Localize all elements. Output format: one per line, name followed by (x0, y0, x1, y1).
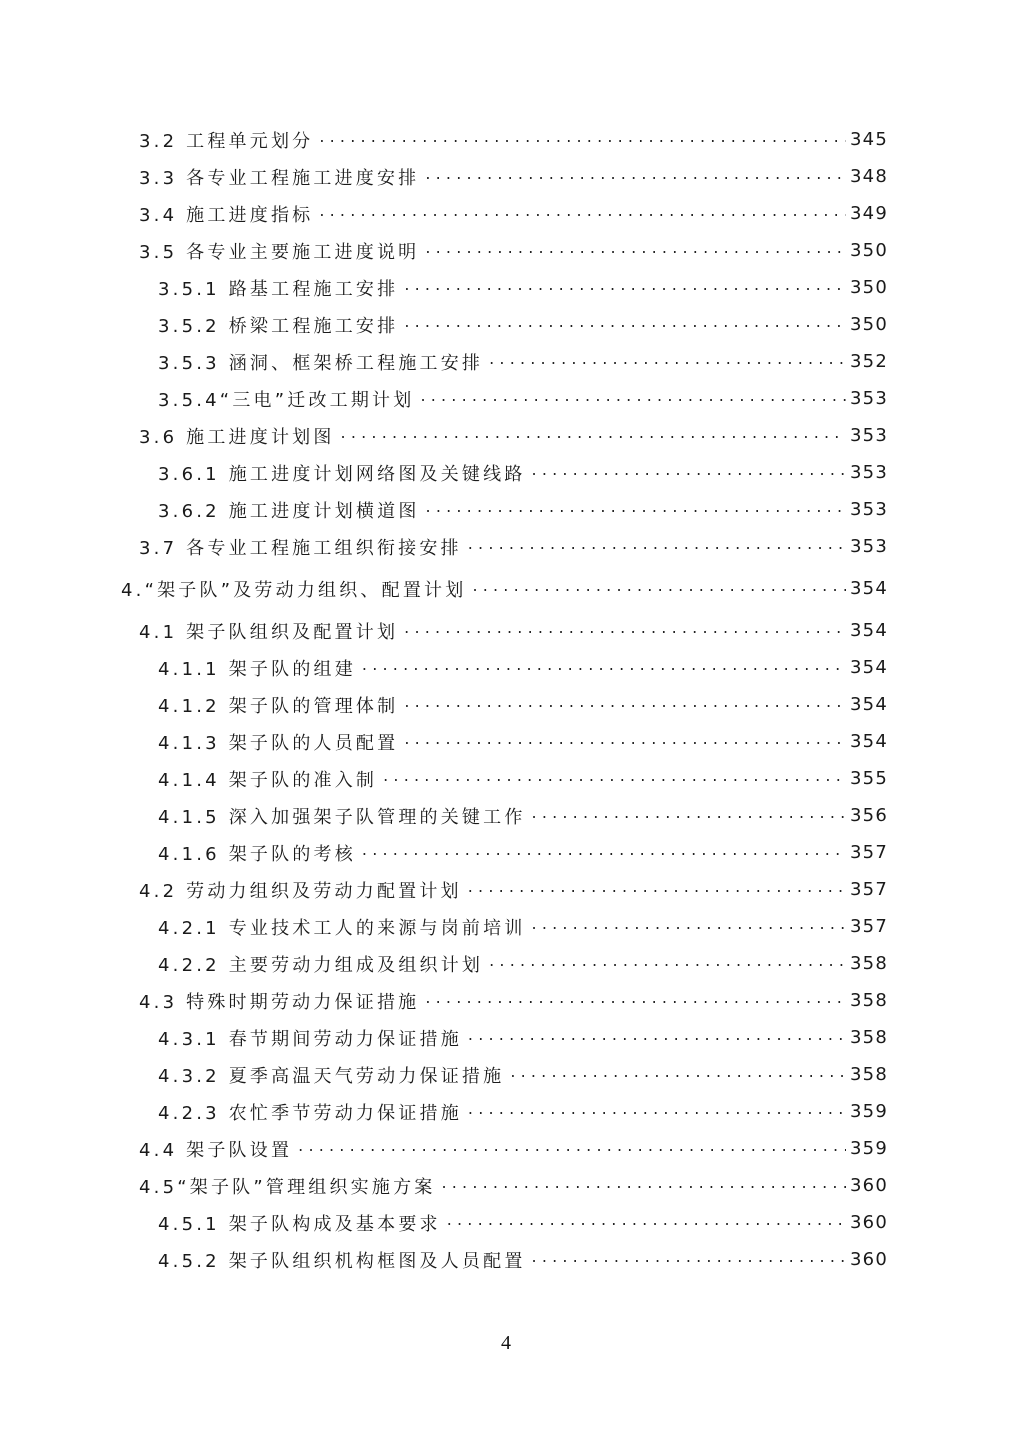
toc-entry-page: 353 (850, 499, 888, 520)
toc-entry-page: 360 (850, 1249, 888, 1270)
toc-dot-leader (489, 352, 846, 372)
toc-entry[interactable] (0, 908, 1012, 945)
toc-entry-page: 357 (850, 879, 888, 900)
toc-dot-leader (298, 1139, 846, 1159)
toc-entry[interactable] (0, 686, 1012, 723)
toc-entry-title: 4.3 特殊时期劳动力保证措施 (139, 991, 420, 1013)
toc-entry-page: 353 (850, 425, 888, 446)
toc-entry-title: 4.4 架子队设置 (139, 1139, 293, 1161)
toc-dot-leader (468, 537, 846, 557)
toc-entry[interactable] (0, 269, 1012, 306)
toc-dot-leader (420, 389, 846, 409)
toc-dot-leader (319, 204, 846, 224)
toc-entry-title: 4.1.5 深入加强架子队管理的关键工作 (158, 806, 526, 828)
toc-dot-leader (404, 695, 846, 715)
toc-entry-page: 354 (850, 620, 888, 641)
toc-entry-page: 350 (850, 314, 888, 335)
toc-entry[interactable] (0, 1019, 1012, 1056)
toc-dot-leader (404, 278, 846, 298)
toc-entry-title: 3.6.1 施工进度计划网络图及关键线路 (158, 463, 526, 485)
toc-entry[interactable] (0, 380, 1012, 417)
toc-entry-title: 3.5.3 涵洞、框架桥工程施工安排 (158, 352, 484, 374)
toc-dot-leader (404, 732, 846, 752)
toc-entry-title: 4.“架子队”及劳动力组织、配置计划 (121, 579, 467, 601)
toc-entry-title: 3.7 各专业工程施工组织衔接安排 (139, 537, 462, 559)
toc-dot-leader (319, 130, 846, 150)
toc-entry-title: 3.5.2 桥梁工程施工安排 (158, 315, 399, 337)
toc-entry-title: 4.2.2 主要劳动力组成及组织计划 (158, 954, 484, 976)
toc-dot-leader (441, 1176, 846, 1196)
toc-entry-title: 3.5.4“三电”迁改工期计划 (158, 389, 415, 411)
page-number: 4 (501, 1332, 511, 1354)
toc-entry-page: 354 (850, 578, 888, 599)
toc-entry[interactable] (0, 343, 1012, 380)
toc-entry-title: 4.3.2 夏季高温天气劳动力保证措施 (158, 1065, 505, 1087)
toc-dot-leader (532, 463, 847, 483)
toc-entry[interactable] (0, 121, 1012, 158)
toc-entry-page: 359 (850, 1101, 888, 1122)
toc-dot-leader (468, 1028, 846, 1048)
toc-entry[interactable] (0, 834, 1012, 871)
toc-entry-title: 4.2.3 农忙季节劳动力保证措施 (158, 1102, 462, 1124)
toc-entry-title: 4.3.1 春节期间劳动力保证措施 (158, 1028, 462, 1050)
toc-entry-page: 357 (850, 916, 888, 937)
toc-dot-leader (532, 806, 847, 826)
toc-entry-page: 350 (850, 240, 888, 261)
toc-entry-page: 360 (850, 1212, 888, 1233)
toc-dot-leader (425, 241, 846, 261)
toc-entry[interactable] (0, 417, 1012, 454)
toc-entry-title: 3.6.2 施工进度计划横道图 (158, 500, 420, 522)
toc-entry[interactable] (0, 982, 1012, 1019)
toc-entry-title: 3.4 施工进度指标 (139, 204, 314, 226)
toc-entry[interactable] (0, 195, 1012, 232)
toc-entry-title: 4.1 架子队组织及配置计划 (139, 621, 399, 643)
toc-entry[interactable] (0, 306, 1012, 343)
toc-entry-page: 348 (850, 166, 888, 187)
toc-entry-title: 3.2 工程单元划分 (139, 130, 314, 152)
toc-entry[interactable] (0, 1204, 1012, 1241)
toc-entry-title: 4.1.6 架子队的考核 (158, 843, 356, 865)
toc-entry-page: 358 (850, 1027, 888, 1048)
toc-entry[interactable] (0, 1093, 1012, 1130)
toc-entry[interactable] (0, 797, 1012, 834)
toc-entry-title: 4.5“架子队”管理组织实施方案 (139, 1176, 436, 1198)
toc-entry-page: 350 (850, 277, 888, 298)
toc-dot-leader (362, 843, 846, 863)
toc-dot-leader (532, 917, 847, 937)
toc-entry[interactable] (0, 612, 1012, 649)
toc-entry-page: 355 (850, 768, 888, 789)
toc-entry-page: 359 (850, 1138, 888, 1159)
toc-dot-leader (383, 769, 846, 789)
toc-dot-leader (404, 315, 846, 335)
toc-entry[interactable] (0, 158, 1012, 195)
toc-entry[interactable] (0, 565, 1012, 612)
toc-entry[interactable] (0, 723, 1012, 760)
toc-entry-page: 352 (850, 351, 888, 372)
toc-entry-title: 3.6 施工进度计划图 (139, 426, 335, 448)
toc-dot-leader (532, 1250, 847, 1270)
toc-dot-leader (447, 1213, 846, 1233)
toc-entry-page: 345 (850, 129, 888, 150)
toc-entry-page: 353 (850, 536, 888, 557)
toc-dot-leader (468, 880, 846, 900)
toc-entry-title: 4.2.1 专业技术工人的来源与岗前培训 (158, 917, 526, 939)
toc-dot-leader (510, 1065, 846, 1085)
toc-entry-title: 4.2 劳动力组织及劳动力配置计划 (139, 880, 462, 902)
toc-entry[interactable] (0, 528, 1012, 565)
toc-entry-page: 358 (850, 990, 888, 1011)
toc-entry[interactable] (0, 871, 1012, 908)
toc-entry-page: 357 (850, 842, 888, 863)
toc-entry[interactable] (0, 945, 1012, 982)
toc-dot-leader (425, 991, 846, 1011)
toc-entry-title: 4.1.3 架子队的人员配置 (158, 732, 399, 754)
toc-entry-title: 3.3 各专业工程施工进度安排 (139, 167, 420, 189)
toc-dot-leader (425, 167, 846, 187)
toc-entry-title: 3.5 各专业主要施工进度说明 (139, 241, 420, 263)
toc-entry-title: 4.1.4 架子队的准入制 (158, 769, 378, 791)
toc-entry[interactable] (0, 454, 1012, 491)
toc-entry[interactable] (0, 1056, 1012, 1093)
toc-dot-leader (341, 426, 846, 446)
toc-entry-page: 358 (850, 953, 888, 974)
toc-dot-leader (426, 500, 847, 520)
toc-dot-leader (468, 1102, 846, 1122)
toc-entry-page: 358 (850, 1064, 888, 1085)
toc-dot-leader (362, 658, 846, 678)
toc-dot-leader (404, 621, 846, 641)
toc-entry-page: 353 (850, 388, 888, 409)
toc-entry-page: 349 (850, 203, 888, 224)
toc-entry-page: 354 (850, 694, 888, 715)
toc-entry[interactable] (0, 1241, 1012, 1278)
toc-entry[interactable] (0, 649, 1012, 686)
toc-entry-title: 4.1.2 架子队的管理体制 (158, 695, 399, 717)
toc-entry-title: 4.1.1 架子队的组建 (158, 658, 356, 680)
toc-entry[interactable] (0, 1167, 1012, 1204)
toc-entry-page: 360 (850, 1175, 888, 1196)
toc-entry[interactable] (0, 491, 1012, 528)
toc-entry-page: 354 (850, 731, 888, 752)
toc-entry-page: 356 (850, 805, 888, 826)
toc-entry-title: 3.5.1 路基工程施工安排 (158, 278, 399, 300)
toc-entry-title: 4.5.2 架子队组织机构框图及人员配置 (158, 1250, 526, 1272)
toc-entry[interactable] (0, 232, 1012, 269)
toc-dot-leader (489, 954, 846, 974)
toc-entry-page: 354 (850, 657, 888, 678)
table-of-contents (0, 121, 1012, 1278)
toc-entry-page: 353 (850, 462, 888, 483)
toc-entry[interactable] (0, 1130, 1012, 1167)
toc-dot-leader (472, 579, 846, 599)
toc-entry[interactable] (0, 760, 1012, 797)
toc-entry-title: 4.5.1 架子队构成及基本要求 (158, 1213, 441, 1235)
